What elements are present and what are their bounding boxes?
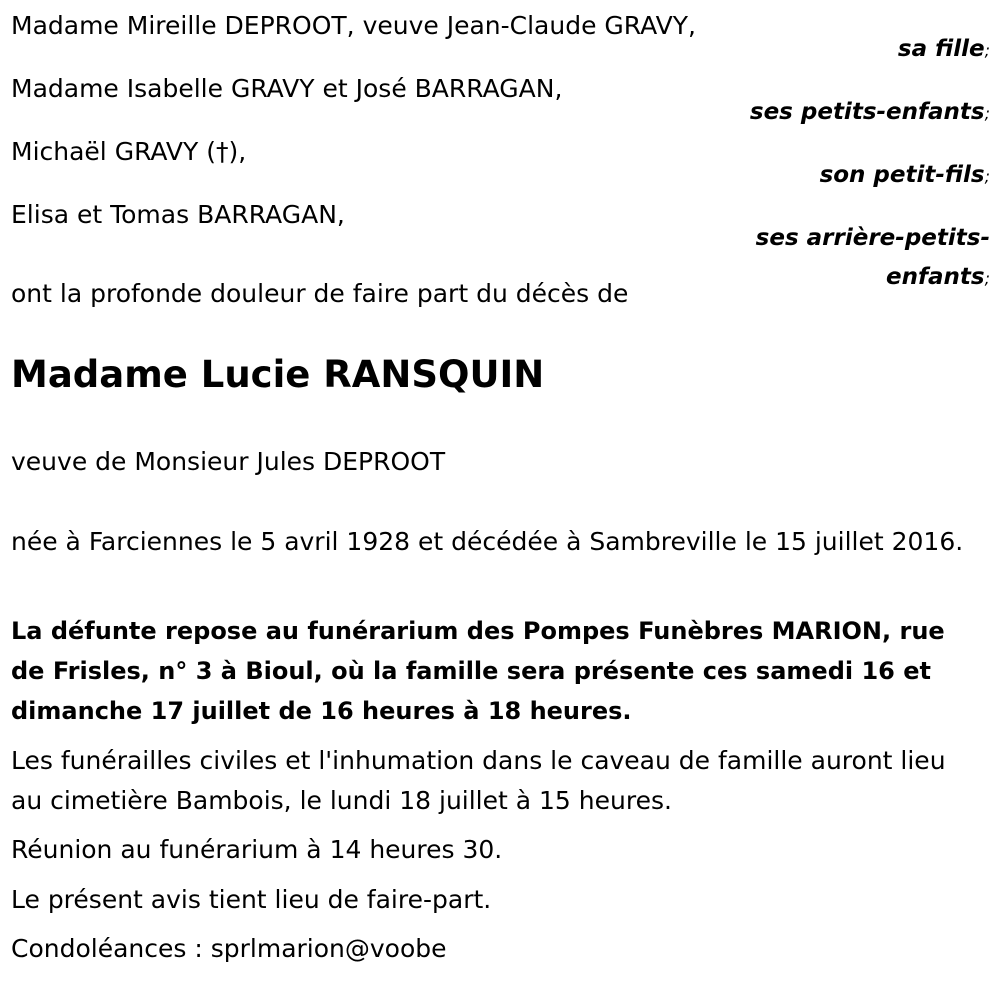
birth-death-text: née à Farciennes le 5 avril 1928 et décédée à Sambreville le 15 juillet 2016.	[11, 527, 964, 556]
relation-2	[750, 93, 990, 133]
family-member-4: Elisa et Tomas BARRAGAN,	[11, 200, 345, 229]
relation-2-semicolon: ;	[984, 104, 990, 123]
relation-4-semicolon: ;	[984, 269, 990, 288]
widow-of-text: veuve de Monsieur Jules DEPROOT	[11, 447, 446, 476]
relation-4-line2	[886, 258, 990, 298]
meeting-text: Réunion au funérarium à 14 heures 30.	[11, 835, 503, 864]
family-member-3: Michaël GRAVY (†),	[11, 137, 247, 166]
relation-3-semicolon: ;	[984, 167, 990, 186]
relation-1-semicolon: ;	[984, 41, 990, 60]
condolences-text: Condoléances : sprlmarion@voobe	[11, 934, 447, 963]
relation-3	[820, 156, 990, 196]
deceased-name: Madame Lucie RANSQUIN	[11, 353, 545, 396]
family-member-1: Madame Mireille DEPROOT, veuve Jean-Claude GRAVY,	[11, 11, 696, 40]
relation-4-label: enfants	[886, 264, 985, 290]
funeral-text: Les funérailles civiles et l'inhumation dans le caveau de famille auront lieu au cimetière Bambois, le lundi 18 juillet à 15 heures.	[11, 746, 946, 815]
relation-1-label: sa fille	[897, 36, 985, 62]
announcement-text: ont la profonde douleur de faire part du décès de	[11, 279, 629, 308]
repose-text: La défunte repose au funérarium des Pompes Funèbres MARION, rue de Frisles, n° 3 à Bioul, où la famille sera présente ces samedi 16 et dimanche 17 juillet de 16 heures à 18 heures.	[11, 617, 945, 725]
relation-3-label: son petit-fils	[819, 162, 985, 188]
notice-text: Le présent avis tient lieu de faire-part.	[11, 885, 492, 914]
relation-2-label: ses petits-enfants	[749, 99, 985, 125]
family-member-2: Madame Isabelle GRAVY et José BARRAGAN,	[11, 74, 563, 103]
relation-4-line1: ses arrière-petits-	[755, 225, 990, 251]
relation-1	[898, 30, 990, 70]
